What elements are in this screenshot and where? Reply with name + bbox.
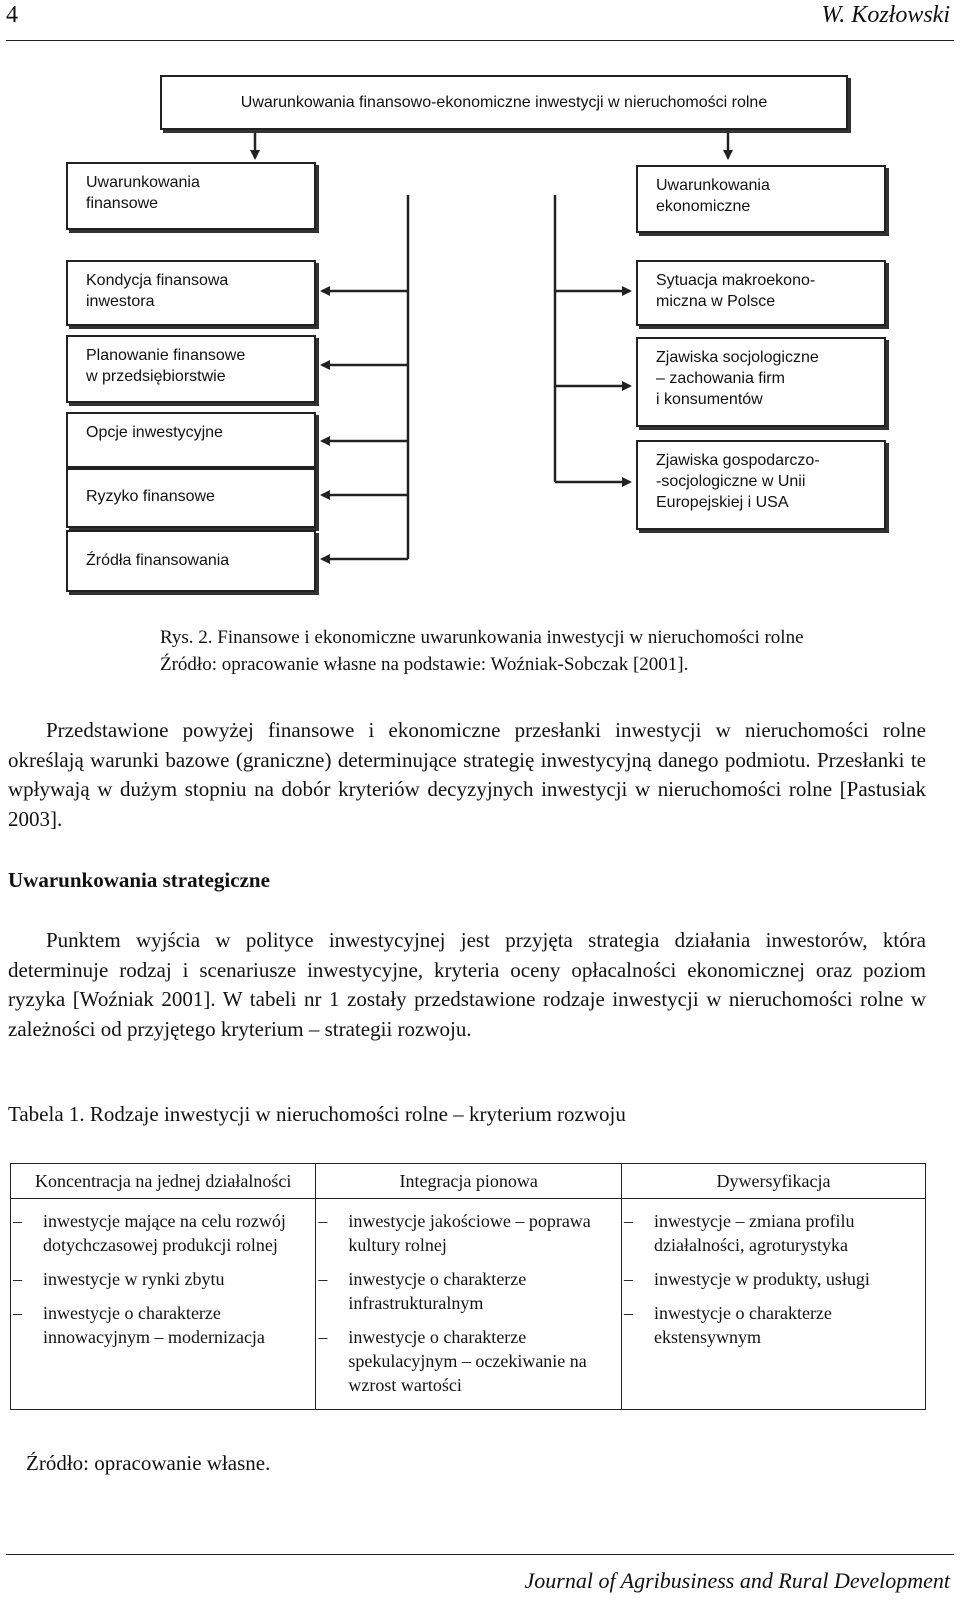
table-source: Źródło: opracowanie własne. [26, 1451, 271, 1475]
top-box: Uwarunkowania finansowo-ekonomiczne inwestycji w nieruchomości rolne [160, 75, 848, 130]
socjologiczne-box: Zjawiska socjologiczne – zachowania firm i konsumentów [636, 337, 886, 427]
table-column-2 [316, 1199, 622, 1410]
list-item: – inwestycje o charakterze ekstensywnym [624, 1303, 832, 1347]
ryzyko-box: Ryzyko finansowe [66, 468, 316, 528]
list-item: – inwestycje mające na celu rozwój dotychczasowej produkcji rolnej [13, 1211, 286, 1255]
page-number: 4 [6, 2, 18, 28]
table-header-cell: Koncentracja na jednej działalności [11, 1164, 316, 1199]
list-item: – inwestycje w produkty, usługi [624, 1269, 870, 1289]
investment-types-table [10, 1163, 926, 1410]
financial-conditions-box: Uwarunkowania finansowe [66, 162, 316, 230]
table-column-3 [622, 1199, 926, 1410]
list-item: – inwestycje o charakterze spekulacyjnym – oczekiwanie na wzrost wartości [318, 1327, 587, 1395]
gospodarcze-box: Zjawiska gospodarczo- -socjologiczne w Unii Europejskiej i USA [636, 440, 886, 530]
kondycja-box: Kondycja finansowa inwestora [66, 260, 316, 326]
running-header-author: W. Kozłowski [821, 2, 950, 28]
paragraph-1: Przedstawione powyżej finansowe i ekonomiczne przesłanki inwestycji w nieruchomości rolne określają warunki bazowe (graniczne) determinujące strategię inwestycyjną danego podmiotu. Przesłanki te wpływają w dużym stopniu na dobór kryteriów decyzyjnych inwestycji w nieruchomości rolne [Pastusiak 2003]. [8, 718, 926, 831]
list-item: – inwestycje jakościowe – poprawa kultury rolnej [318, 1211, 591, 1255]
paragraph-2: Punktem wyjścia w polityce inwestycyjnej jest przyjęta strategia działania inwestorów, która determinuje rodzaj i scenariusze inwestycyjne, kryteria oceny opłacalności ekonomicznej oraz poziom ryzyka [Woźniak 2001]. W tabeli nr 1 zostały przedstawione rodzaje inwestycji w nieruchomości rolne w zależności od przyjętego kryterium – strategii rozwoju. [8, 928, 926, 1041]
figure-caption: Rys. 2. Finansowe i ekonomiczne uwarunkowania inwestycji w nieruchomości rolne [160, 627, 804, 648]
figure-source: Źródło: opracowanie własne na podstawie: Woźniak-Sobczak [2001]. [160, 654, 689, 675]
table-column-1 [11, 1199, 316, 1410]
planowanie-box: Planowanie finansowe w przedsiębiorstwie [66, 335, 316, 403]
section-heading: Uwarunkowania strategiczne [8, 868, 270, 892]
list-item: – inwestycje – zmiana profilu działalności, agroturystyka [624, 1211, 855, 1255]
economic-conditions-box: Uwarunkowania ekonomiczne [636, 165, 886, 233]
footer-divider [6, 1554, 954, 1555]
sytuacja-box: Sytuacja makroekono- miczna w Polsce [636, 260, 886, 326]
footer-journal-title: Journal of Agribusiness and Rural Development [524, 1568, 950, 1593]
opcje-box: Opcje inwestycyjne [66, 412, 316, 468]
table-caption: Tabela 1. Rodzaje inwestycji w nieruchomości rolne – kryterium rozwoju [8, 1102, 626, 1126]
list-item: – inwestycje w rynki zbytu [13, 1269, 225, 1289]
zrodla-box: Źródła finansowania [66, 530, 316, 592]
list-item: – inwestycje o charakterze innowacyjnym – modernizacja [13, 1303, 265, 1347]
table-header-cell: Dywersyfikacja [622, 1164, 926, 1199]
list-item: – inwestycje o charakterze infrastrukturalnym [318, 1269, 527, 1313]
table-header-cell: Integracja pionowa [316, 1164, 622, 1199]
